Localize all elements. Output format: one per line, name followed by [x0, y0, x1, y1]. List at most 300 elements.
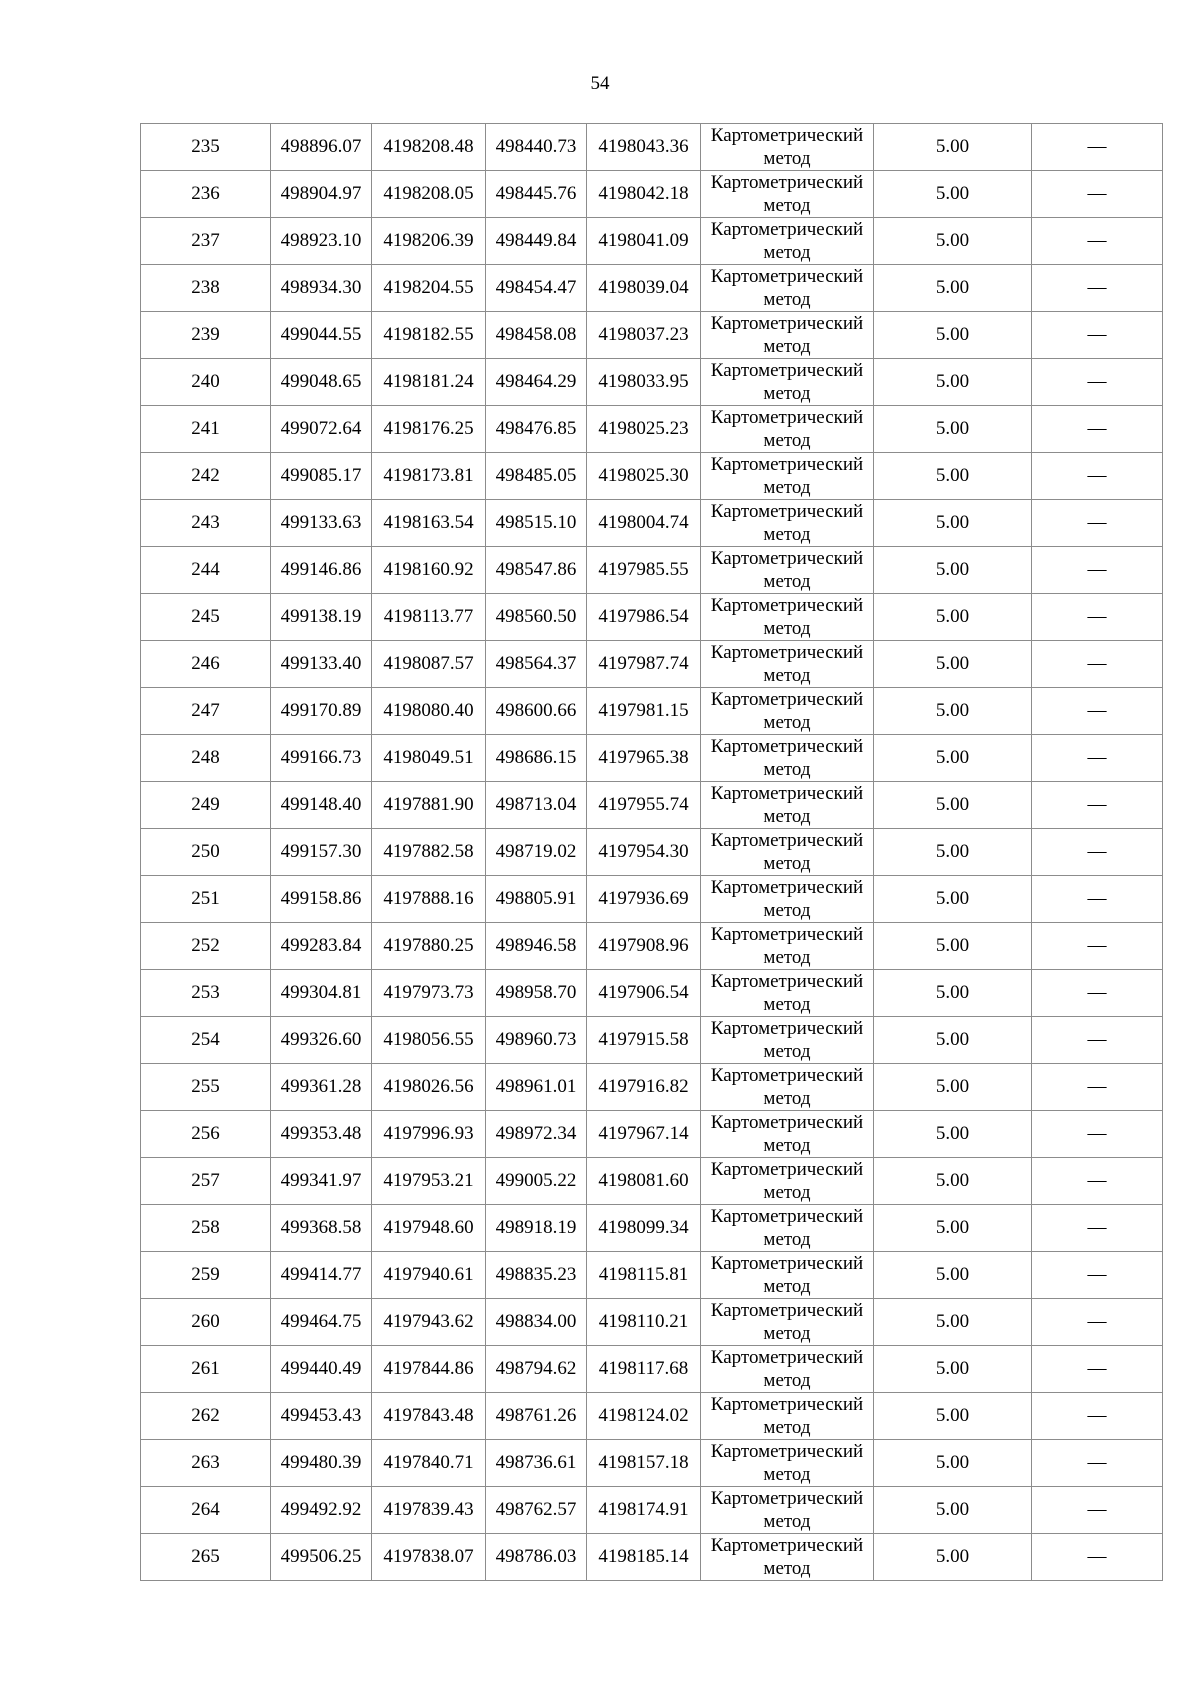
x1-cell: 499492.92 — [271, 1487, 372, 1534]
table-row — [141, 1299, 1163, 1346]
y2-cell: 4197915.58 — [587, 1017, 701, 1064]
x2-cell: 498515.10 — [486, 500, 587, 547]
note-cell — [1032, 688, 1163, 735]
x2-cell: 498958.70 — [486, 970, 587, 1017]
point-number-cell: 258 — [141, 1205, 271, 1252]
note-cell — [1032, 1111, 1163, 1158]
table-row — [141, 876, 1163, 923]
point-number-cell: 264 — [141, 1487, 271, 1534]
y1-cell: 4197880.25 — [372, 923, 486, 970]
y2-cell: 4198025.23 — [587, 406, 701, 453]
y2-cell: 4198041.09 — [587, 218, 701, 265]
method-line-2: метод — [763, 336, 811, 357]
note-dash: — — [1087, 1029, 1107, 1050]
x1-cell: 498896.07 — [271, 124, 372, 171]
y2-cell: 4198157.18 — [587, 1440, 701, 1487]
y1-cell: 4198160.92 — [372, 547, 486, 594]
y2-cell: 4198117.68 — [587, 1346, 701, 1393]
y1-cell: 4198026.56 — [372, 1064, 486, 1111]
note-cell — [1032, 1205, 1163, 1252]
y2-cell: 4198037.23 — [587, 312, 701, 359]
point-number-cell: 235 — [141, 124, 271, 171]
y2-cell: 4198110.21 — [587, 1299, 701, 1346]
coordinates-table — [140, 123, 1163, 1581]
table-row — [141, 594, 1163, 641]
note-cell — [1032, 1299, 1163, 1346]
note-dash: — — [1087, 935, 1107, 956]
accuracy-cell: 5.00 — [874, 876, 1032, 923]
method-cell — [701, 1487, 874, 1534]
note-dash: — — [1087, 512, 1107, 533]
accuracy-cell: 5.00 — [874, 453, 1032, 500]
x1-cell: 499138.19 — [271, 594, 372, 641]
point-number-cell: 246 — [141, 641, 271, 688]
y1-cell: 4197843.48 — [372, 1393, 486, 1440]
note-dash: — — [1087, 747, 1107, 768]
accuracy-cell: 5.00 — [874, 970, 1032, 1017]
note-dash: — — [1087, 1546, 1107, 1567]
x1-cell: 499158.86 — [271, 876, 372, 923]
y1-cell: 4198182.55 — [372, 312, 486, 359]
note-dash: — — [1087, 136, 1107, 157]
method-line-2: метод — [763, 1041, 811, 1062]
note-dash: — — [1087, 794, 1107, 815]
method-cell — [701, 829, 874, 876]
table-row — [141, 688, 1163, 735]
x1-cell: 499085.17 — [271, 453, 372, 500]
x1-cell: 499414.77 — [271, 1252, 372, 1299]
x2-cell: 498600.66 — [486, 688, 587, 735]
x2-cell: 498786.03 — [486, 1534, 587, 1581]
method-cell — [701, 735, 874, 782]
method-line-1: Картометрический — [710, 1441, 864, 1462]
y1-cell: 4198080.40 — [372, 688, 486, 735]
method-line-1: Картометрический — [710, 1300, 864, 1321]
y1-cell: 4198208.48 — [372, 124, 486, 171]
x1-cell: 499072.64 — [271, 406, 372, 453]
y2-cell: 4198039.04 — [587, 265, 701, 312]
method-line-2: метод — [763, 1323, 811, 1344]
point-number-cell: 251 — [141, 876, 271, 923]
method-line-1: Картометрический — [710, 501, 864, 522]
note-dash: — — [1087, 606, 1107, 627]
y2-cell: 4197981.15 — [587, 688, 701, 735]
method-cell — [701, 453, 874, 500]
accuracy-cell: 5.00 — [874, 265, 1032, 312]
method-cell — [701, 1064, 874, 1111]
accuracy-cell: 5.00 — [874, 641, 1032, 688]
accuracy-cell: 5.00 — [874, 312, 1032, 359]
y2-cell: 4197967.14 — [587, 1111, 701, 1158]
y1-cell: 4198176.25 — [372, 406, 486, 453]
note-dash: — — [1087, 371, 1107, 392]
accuracy-cell: 5.00 — [874, 923, 1032, 970]
method-line-2: метод — [763, 900, 811, 921]
note-dash: — — [1087, 700, 1107, 721]
table-row — [141, 500, 1163, 547]
method-line-2: метод — [763, 1088, 811, 1109]
method-line-1: Картометрический — [710, 971, 864, 992]
x2-cell: 498805.91 — [486, 876, 587, 923]
x2-cell: 498794.62 — [486, 1346, 587, 1393]
method-cell — [701, 782, 874, 829]
x1-cell: 499044.55 — [271, 312, 372, 359]
table-row — [141, 547, 1163, 594]
point-number-cell: 244 — [141, 547, 271, 594]
accuracy-cell: 5.00 — [874, 782, 1032, 829]
method-line-1: Картометрический — [710, 924, 864, 945]
accuracy-cell: 5.00 — [874, 500, 1032, 547]
method-cell — [701, 1299, 874, 1346]
accuracy-cell: 5.00 — [874, 1393, 1032, 1440]
x1-cell: 498904.97 — [271, 171, 372, 218]
x2-cell: 498960.73 — [486, 1017, 587, 1064]
method-cell — [701, 1346, 874, 1393]
table-row — [141, 406, 1163, 453]
x2-cell: 498713.04 — [486, 782, 587, 829]
point-number-cell: 254 — [141, 1017, 271, 1064]
y2-cell: 4198043.36 — [587, 124, 701, 171]
accuracy-cell: 5.00 — [874, 359, 1032, 406]
x2-cell: 498961.01 — [486, 1064, 587, 1111]
method-cell — [701, 265, 874, 312]
note-cell — [1032, 876, 1163, 923]
method-line-2: метод — [763, 1135, 811, 1156]
table-row — [141, 1534, 1163, 1581]
method-line-2: метод — [763, 1511, 811, 1532]
accuracy-cell: 5.00 — [874, 1111, 1032, 1158]
note-cell — [1032, 547, 1163, 594]
note-dash: — — [1087, 1076, 1107, 1097]
method-cell — [701, 124, 874, 171]
y2-cell: 4198033.95 — [587, 359, 701, 406]
method-line-2: метод — [763, 1229, 811, 1250]
method-line-1: Картометрический — [710, 1065, 864, 1086]
table-row — [141, 312, 1163, 359]
method-line-1: Картометрический — [710, 172, 864, 193]
accuracy-cell: 5.00 — [874, 735, 1032, 782]
point-number-cell: 265 — [141, 1534, 271, 1581]
method-line-2: метод — [763, 524, 811, 545]
note-cell — [1032, 782, 1163, 829]
method-line-1: Картометрический — [710, 1394, 864, 1415]
table-row — [141, 1346, 1163, 1393]
note-dash: — — [1087, 230, 1107, 251]
method-cell — [701, 406, 874, 453]
note-cell — [1032, 1017, 1163, 1064]
y1-cell: 4198056.55 — [372, 1017, 486, 1064]
note-cell — [1032, 1440, 1163, 1487]
method-line-2: метод — [763, 806, 811, 827]
y2-cell: 4198025.30 — [587, 453, 701, 500]
y2-cell: 4197985.55 — [587, 547, 701, 594]
x1-cell: 499506.25 — [271, 1534, 372, 1581]
point-number-cell: 257 — [141, 1158, 271, 1205]
method-line-2: метод — [763, 1182, 811, 1203]
table-row — [141, 970, 1163, 1017]
x1-cell: 499157.30 — [271, 829, 372, 876]
accuracy-cell: 5.00 — [874, 171, 1032, 218]
method-line-2: метод — [763, 618, 811, 639]
note-cell — [1032, 218, 1163, 265]
note-cell — [1032, 735, 1163, 782]
note-cell — [1032, 453, 1163, 500]
table-row — [141, 923, 1163, 970]
note-cell — [1032, 500, 1163, 547]
point-number-cell: 252 — [141, 923, 271, 970]
y1-cell: 4198206.39 — [372, 218, 486, 265]
method-cell — [701, 876, 874, 923]
x1-cell: 499361.28 — [271, 1064, 372, 1111]
method-line-1: Картометрический — [710, 1206, 864, 1227]
method-cell — [701, 1017, 874, 1064]
method-cell — [701, 970, 874, 1017]
method-line-2: метод — [763, 148, 811, 169]
accuracy-cell: 5.00 — [874, 594, 1032, 641]
method-line-2: метод — [763, 759, 811, 780]
method-cell — [701, 547, 874, 594]
y2-cell: 4197954.30 — [587, 829, 701, 876]
x1-cell: 499464.75 — [271, 1299, 372, 1346]
note-dash: — — [1087, 465, 1107, 486]
note-cell — [1032, 1346, 1163, 1393]
point-number-cell: 242 — [141, 453, 271, 500]
y2-cell: 4198042.18 — [587, 171, 701, 218]
table-row — [141, 124, 1163, 171]
accuracy-cell: 5.00 — [874, 1205, 1032, 1252]
method-line-1: Картометрический — [710, 1018, 864, 1039]
x2-cell: 498686.15 — [486, 735, 587, 782]
y1-cell: 4198113.77 — [372, 594, 486, 641]
method-cell — [701, 500, 874, 547]
y1-cell: 4198204.55 — [372, 265, 486, 312]
method-line-2: метод — [763, 242, 811, 263]
y2-cell: 4198124.02 — [587, 1393, 701, 1440]
note-cell — [1032, 171, 1163, 218]
point-number-cell: 245 — [141, 594, 271, 641]
x2-cell: 498464.29 — [486, 359, 587, 406]
point-number-cell: 240 — [141, 359, 271, 406]
method-line-1: Картометрический — [710, 736, 864, 757]
y2-cell: 4198115.81 — [587, 1252, 701, 1299]
point-number-cell: 250 — [141, 829, 271, 876]
x1-cell: 499326.60 — [271, 1017, 372, 1064]
accuracy-cell: 5.00 — [874, 688, 1032, 735]
note-cell — [1032, 124, 1163, 171]
x2-cell: 498440.73 — [486, 124, 587, 171]
y2-cell: 4198004.74 — [587, 500, 701, 547]
point-number-cell: 255 — [141, 1064, 271, 1111]
accuracy-cell: 5.00 — [874, 1064, 1032, 1111]
x2-cell: 498564.37 — [486, 641, 587, 688]
note-cell — [1032, 641, 1163, 688]
method-line-2: метод — [763, 712, 811, 733]
table-row — [141, 1440, 1163, 1487]
note-dash: — — [1087, 888, 1107, 909]
method-line-2: метод — [763, 1464, 811, 1485]
note-dash: — — [1087, 1170, 1107, 1191]
x2-cell: 498547.86 — [486, 547, 587, 594]
method-line-2: метод — [763, 1276, 811, 1297]
y1-cell: 4197839.43 — [372, 1487, 486, 1534]
x1-cell: 499353.48 — [271, 1111, 372, 1158]
y2-cell: 4197965.38 — [587, 735, 701, 782]
table-row — [141, 735, 1163, 782]
x2-cell: 498834.00 — [486, 1299, 587, 1346]
y1-cell: 4197838.07 — [372, 1534, 486, 1581]
note-cell — [1032, 923, 1163, 970]
point-number-cell: 237 — [141, 218, 271, 265]
y1-cell: 4197948.60 — [372, 1205, 486, 1252]
y2-cell: 4197908.96 — [587, 923, 701, 970]
note-cell — [1032, 970, 1163, 1017]
note-dash: — — [1087, 1123, 1107, 1144]
y1-cell: 4198049.51 — [372, 735, 486, 782]
x2-cell: 498449.84 — [486, 218, 587, 265]
method-cell — [701, 312, 874, 359]
method-line-2: метод — [763, 994, 811, 1015]
x1-cell: 499341.97 — [271, 1158, 372, 1205]
note-cell — [1032, 1064, 1163, 1111]
method-cell — [701, 1205, 874, 1252]
note-dash: — — [1087, 277, 1107, 298]
method-cell — [701, 1440, 874, 1487]
method-line-1: Картометрический — [710, 1488, 864, 1509]
x2-cell: 498458.08 — [486, 312, 587, 359]
table-row — [141, 359, 1163, 406]
table-row — [141, 265, 1163, 312]
table-row — [141, 782, 1163, 829]
method-line-1: Картометрический — [710, 125, 864, 146]
x1-cell: 499453.43 — [271, 1393, 372, 1440]
table-row — [141, 641, 1163, 688]
table-row — [141, 453, 1163, 500]
method-cell — [701, 359, 874, 406]
x2-cell: 498454.47 — [486, 265, 587, 312]
note-cell — [1032, 1252, 1163, 1299]
accuracy-cell: 5.00 — [874, 1346, 1032, 1393]
y1-cell: 4197844.86 — [372, 1346, 486, 1393]
y2-cell: 4198185.14 — [587, 1534, 701, 1581]
x2-cell: 498736.61 — [486, 1440, 587, 1487]
note-dash: — — [1087, 653, 1107, 674]
x1-cell: 499048.65 — [271, 359, 372, 406]
method-cell — [701, 923, 874, 970]
table-row — [141, 829, 1163, 876]
y2-cell: 4197936.69 — [587, 876, 701, 923]
x1-cell: 499304.81 — [271, 970, 372, 1017]
note-cell — [1032, 1158, 1163, 1205]
x2-cell: 498835.23 — [486, 1252, 587, 1299]
method-line-1: Картометрический — [710, 360, 864, 381]
x1-cell: 499283.84 — [271, 923, 372, 970]
point-number-cell: 238 — [141, 265, 271, 312]
method-line-1: Картометрический — [710, 783, 864, 804]
table-row — [141, 1111, 1163, 1158]
x1-cell: 499368.58 — [271, 1205, 372, 1252]
note-dash: — — [1087, 1264, 1107, 1285]
y1-cell: 4198181.24 — [372, 359, 486, 406]
table-row — [141, 1205, 1163, 1252]
y1-cell: 4198208.05 — [372, 171, 486, 218]
y1-cell: 4197882.58 — [372, 829, 486, 876]
accuracy-cell: 5.00 — [874, 218, 1032, 265]
method-line-1: Картометрический — [710, 313, 864, 334]
note-dash: — — [1087, 1358, 1107, 1379]
note-dash: — — [1087, 1405, 1107, 1426]
point-number-cell: 247 — [141, 688, 271, 735]
method-cell — [701, 688, 874, 735]
x1-cell: 499146.86 — [271, 547, 372, 594]
method-line-2: метод — [763, 430, 811, 451]
note-dash: — — [1087, 183, 1107, 204]
x2-cell: 498476.85 — [486, 406, 587, 453]
note-dash: — — [1087, 982, 1107, 1003]
method-line-2: метод — [763, 195, 811, 216]
x2-cell: 498485.05 — [486, 453, 587, 500]
x2-cell: 498761.26 — [486, 1393, 587, 1440]
note-dash: — — [1087, 1311, 1107, 1332]
table-row — [141, 1158, 1163, 1205]
point-number-cell: 262 — [141, 1393, 271, 1440]
accuracy-cell: 5.00 — [874, 1487, 1032, 1534]
method-line-1: Картометрический — [710, 595, 864, 616]
y2-cell: 4197916.82 — [587, 1064, 701, 1111]
method-line-1: Картометрический — [710, 689, 864, 710]
point-number-cell: 260 — [141, 1299, 271, 1346]
y1-cell: 4197881.90 — [372, 782, 486, 829]
note-dash: — — [1087, 1217, 1107, 1238]
x1-cell: 499440.49 — [271, 1346, 372, 1393]
x2-cell: 498972.34 — [486, 1111, 587, 1158]
point-number-cell: 239 — [141, 312, 271, 359]
method-line-1: Картометрический — [710, 1112, 864, 1133]
x1-cell: 499166.73 — [271, 735, 372, 782]
note-cell — [1032, 1487, 1163, 1534]
point-number-cell: 259 — [141, 1252, 271, 1299]
method-line-1: Картометрический — [710, 1159, 864, 1180]
point-number-cell: 263 — [141, 1440, 271, 1487]
y2-cell: 4197955.74 — [587, 782, 701, 829]
method-line-2: метод — [763, 665, 811, 686]
y2-cell: 4197906.54 — [587, 970, 701, 1017]
method-line-2: метод — [763, 289, 811, 310]
method-line-1: Картометрический — [710, 407, 864, 428]
method-cell — [701, 1158, 874, 1205]
y1-cell: 4198087.57 — [372, 641, 486, 688]
method-cell — [701, 641, 874, 688]
point-number-cell: 253 — [141, 970, 271, 1017]
table-row — [141, 1393, 1163, 1440]
method-line-1: Картометрический — [710, 548, 864, 569]
point-number-cell: 248 — [141, 735, 271, 782]
note-cell — [1032, 829, 1163, 876]
accuracy-cell: 5.00 — [874, 1158, 1032, 1205]
accuracy-cell: 5.00 — [874, 406, 1032, 453]
note-cell — [1032, 1393, 1163, 1440]
method-line-1: Картометрический — [710, 454, 864, 475]
x1-cell: 498934.30 — [271, 265, 372, 312]
y2-cell: 4198081.60 — [587, 1158, 701, 1205]
method-line-1: Картометрический — [710, 1347, 864, 1368]
y1-cell: 4198173.81 — [372, 453, 486, 500]
x1-cell: 499133.63 — [271, 500, 372, 547]
method-cell — [701, 1393, 874, 1440]
note-dash: — — [1087, 1452, 1107, 1473]
y2-cell: 4197986.54 — [587, 594, 701, 641]
page-number: 54 — [590, 73, 610, 94]
method-line-1: Картометрический — [710, 830, 864, 851]
